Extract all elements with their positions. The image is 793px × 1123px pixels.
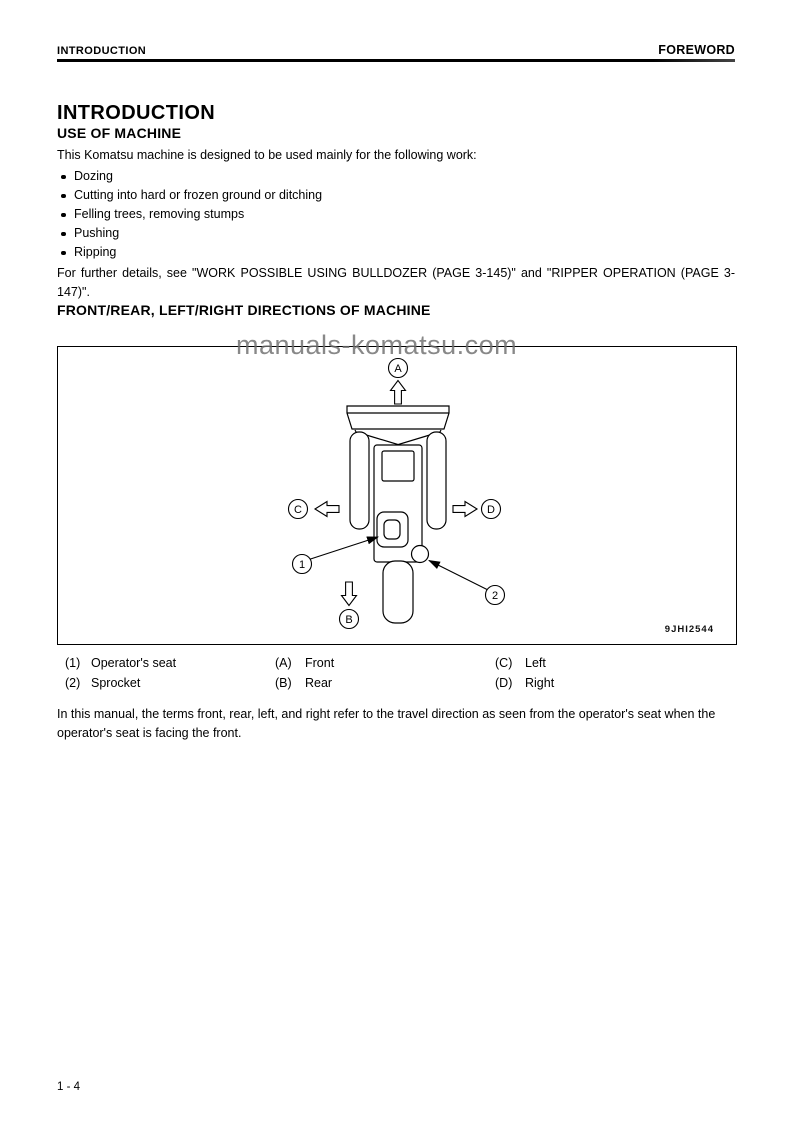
page-title: INTRODUCTION [57, 102, 216, 124]
watermark: manuals-komatsu.com [236, 330, 518, 360]
legend-key: (1) [65, 656, 81, 670]
legend-entry [275, 674, 495, 694]
legend-entry [495, 654, 735, 674]
legend-row [65, 674, 735, 694]
figure-legend [57, 654, 735, 693]
callout-label-1: 1 [298, 559, 306, 571]
work-list-label: Dozing [74, 169, 113, 183]
callout-label-b: B [345, 614, 353, 626]
legend-entry [65, 674, 275, 694]
main-content [57, 0, 735, 743]
front-arrow [391, 381, 406, 405]
leader-line-1 [309, 537, 378, 560]
work-list-label: Felling trees, removing stumps [74, 207, 245, 221]
sprocket [412, 546, 429, 563]
work-list-label: Cutting into hard or frozen ground or ditching [74, 188, 323, 202]
rear-arrow [342, 582, 357, 606]
legend-value: Sprocket [91, 675, 141, 690]
work-list-item [57, 224, 735, 243]
leader-line-2 [429, 561, 488, 591]
legend-key: (C) [495, 656, 513, 670]
rear-frame [383, 561, 413, 623]
legend-entry [495, 674, 735, 694]
bullet-icon [61, 232, 66, 237]
work-list [57, 167, 735, 262]
directions-heading: FRONT/REAR, LEFT/RIGHT DIRECTIONS OF MACHINE [57, 302, 431, 318]
legend-key: (A) [275, 656, 292, 670]
legend-value: Rear [305, 675, 333, 690]
machine-directions-diagram [58, 347, 734, 642]
legend-value: Right [525, 675, 555, 690]
callout-label-a: A [394, 363, 402, 375]
right-track [427, 432, 446, 529]
legend-value: Left [525, 656, 546, 670]
legend-value: Operator's seat [91, 656, 177, 670]
callout-label-2: 2 [491, 590, 499, 602]
legend-key: (D) [495, 675, 513, 690]
directions-figure [57, 346, 737, 645]
machine-top-view [347, 406, 449, 623]
figure-code: 9JHI2544 [664, 624, 714, 635]
header-section-label: INTRODUCTION [57, 45, 147, 57]
work-list-item [57, 243, 735, 262]
legend-row [65, 654, 735, 674]
bullet-icon [61, 175, 66, 180]
header-chapter-label: FOREWORD [658, 43, 735, 57]
legend-value: Front [305, 656, 335, 670]
callout-label-d: D [487, 504, 495, 516]
blade [347, 406, 449, 429]
left-arrow [315, 502, 339, 517]
legend-key: (2) [65, 675, 81, 690]
directions-note: In this manual, the terms front, rear, left, and right refer to the travel direction as seen from the operator's seat when the operator's seat is facing the front. [57, 707, 716, 740]
bullet-icon [61, 213, 66, 218]
legend-entry [275, 654, 495, 674]
page-number: 1 - 4 [57, 1081, 81, 1093]
legend-entry [65, 654, 275, 674]
work-list-item [57, 186, 735, 205]
use-of-machine-heading: USE OF MACHINE [57, 125, 182, 141]
work-list-item [57, 167, 735, 186]
work-list-item [57, 205, 735, 224]
left-track [350, 432, 369, 529]
right-arrow [453, 502, 477, 517]
legend-key: (B) [275, 675, 292, 690]
operator-seat [384, 520, 400, 539]
work-list-label: Ripping [74, 245, 117, 259]
bullet-icon [61, 194, 66, 199]
work-list-label: Pushing [74, 226, 120, 240]
bullet-icon [61, 251, 66, 256]
use-of-machine-details: For further details, see "WORK POSSIBLE USING BULLDOZER (PAGE 3-145)" and "RIPPER OPERATION (PAGE 3-147)". [57, 266, 735, 299]
use-of-machine-intro: This Komatsu machine is designed to be used mainly for the following work: [57, 148, 477, 162]
callout-label-c: C [294, 504, 302, 516]
